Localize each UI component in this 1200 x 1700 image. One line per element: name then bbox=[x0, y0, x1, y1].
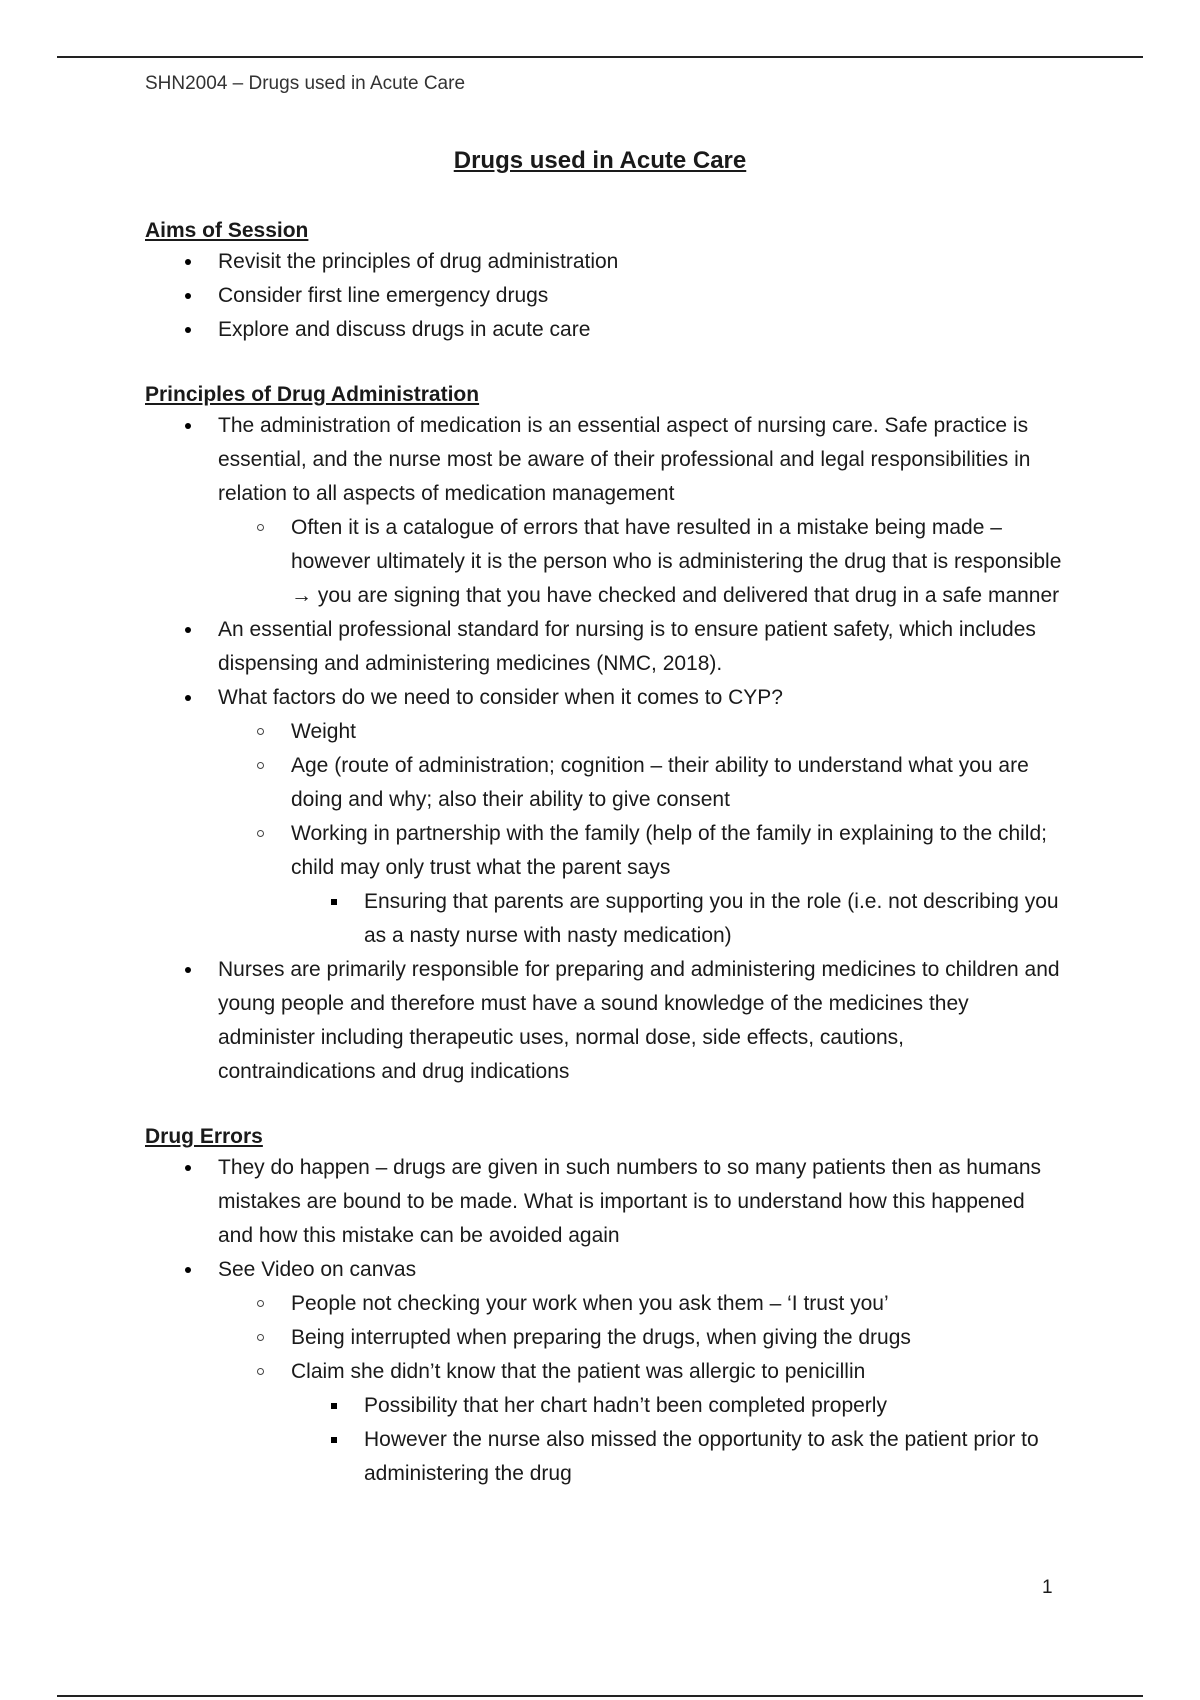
footer-rule bbox=[57, 1695, 1143, 1697]
list-item: They do happen – drugs are given in such numbers to so many patients then as humans mistakes are bound to be made. What is important is to understand how this happened and how this mistake can be avoided again bbox=[145, 1151, 1065, 1253]
sub-list-item: Age (route of administration; cognition – their ability to understand what you are doing and why; also their ability to give consent bbox=[218, 749, 1065, 817]
errors-list bbox=[145, 1151, 1065, 1491]
list-item-text: What factors do we need to consider when it comes to CYP? bbox=[218, 686, 783, 709]
errors-heading: Drug Errors bbox=[145, 1125, 263, 1148]
list-item: Nurses are primarily responsible for preparing and administering medicines to children and young people and therefore must have a sound knowledge of the medicines they administer including therapeutic uses, normal dose, side effects, cautions, contraindications and drug indications bbox=[145, 953, 1065, 1089]
aims-heading: Aims of Session bbox=[145, 219, 309, 242]
sub-sub-list bbox=[291, 885, 1065, 953]
list-item-text: See Video on canvas bbox=[218, 1258, 417, 1281]
list-item bbox=[145, 681, 1065, 953]
sub-list-item: Weight bbox=[218, 715, 1065, 749]
sub-list bbox=[218, 715, 1065, 953]
list-item: An essential professional standard for nursing is to ensure patient safety, which includes dispensing and administering medicines (NMC, 2018). bbox=[145, 613, 1065, 681]
list-item bbox=[145, 409, 1065, 613]
sub-list-item: People not checking your work when you ask them – ‘I trust you’ bbox=[218, 1287, 1065, 1321]
list-item-text: The administration of medication is an essential aspect of nursing care. Safe practice is essential, and the nurse most be aware of their professional and legal responsibilities in relation to all aspects of medication management bbox=[218, 414, 1031, 505]
sub-list-item: Being interrupted when preparing the drugs, when giving the drugs bbox=[218, 1321, 1065, 1355]
aims-list bbox=[145, 245, 1065, 347]
sub-list bbox=[218, 1287, 1065, 1491]
page-header: SHN2004 – Drugs used in Acute Care bbox=[145, 73, 466, 94]
page-number: 1 bbox=[1042, 1577, 1053, 1598]
sub-sub-list-item: Possibility that her chart hadn’t been completed properly bbox=[291, 1389, 1065, 1423]
list-item: Revisit the principles of drug administration bbox=[145, 245, 1065, 279]
sub-list-item-text: Claim she didn’t know that the patient was allergic to penicillin bbox=[291, 1360, 866, 1383]
document-title: Drugs used in Acute Care bbox=[453, 147, 747, 174]
list-item bbox=[145, 1253, 1065, 1491]
sub-sub-list-item: Ensuring that parents are supporting you in the role (i.e. not describing you as a nasty nurse with nasty medication) bbox=[291, 885, 1065, 953]
sub-sub-list-item: However the nurse also missed the opportunity to ask the patient prior to administering the drug bbox=[291, 1423, 1065, 1491]
sub-list-item: Often it is a catalogue of errors that have resulted in a mistake being made – however ultimately it is the person who is administering the drug that is responsible → you are signing that you have checked and delivered that drug in a safe manner bbox=[218, 511, 1065, 613]
sub-list-item bbox=[218, 817, 1065, 953]
sub-sub-list bbox=[291, 1389, 1065, 1491]
sub-list-item-text: Working in partnership with the family (help of the family in explaining to the child; child may only trust what the parent says bbox=[291, 822, 1047, 879]
sub-list bbox=[218, 511, 1065, 613]
document-body bbox=[145, 217, 1065, 1491]
list-item: Consider first line emergency drugs bbox=[145, 279, 1065, 313]
header-rule bbox=[57, 56, 1143, 58]
principles-heading: Principles of Drug Administration bbox=[145, 383, 480, 406]
sub-list-item bbox=[218, 1355, 1065, 1491]
principles-list bbox=[145, 409, 1065, 1089]
list-item: Explore and discuss drugs in acute care bbox=[145, 313, 1065, 347]
